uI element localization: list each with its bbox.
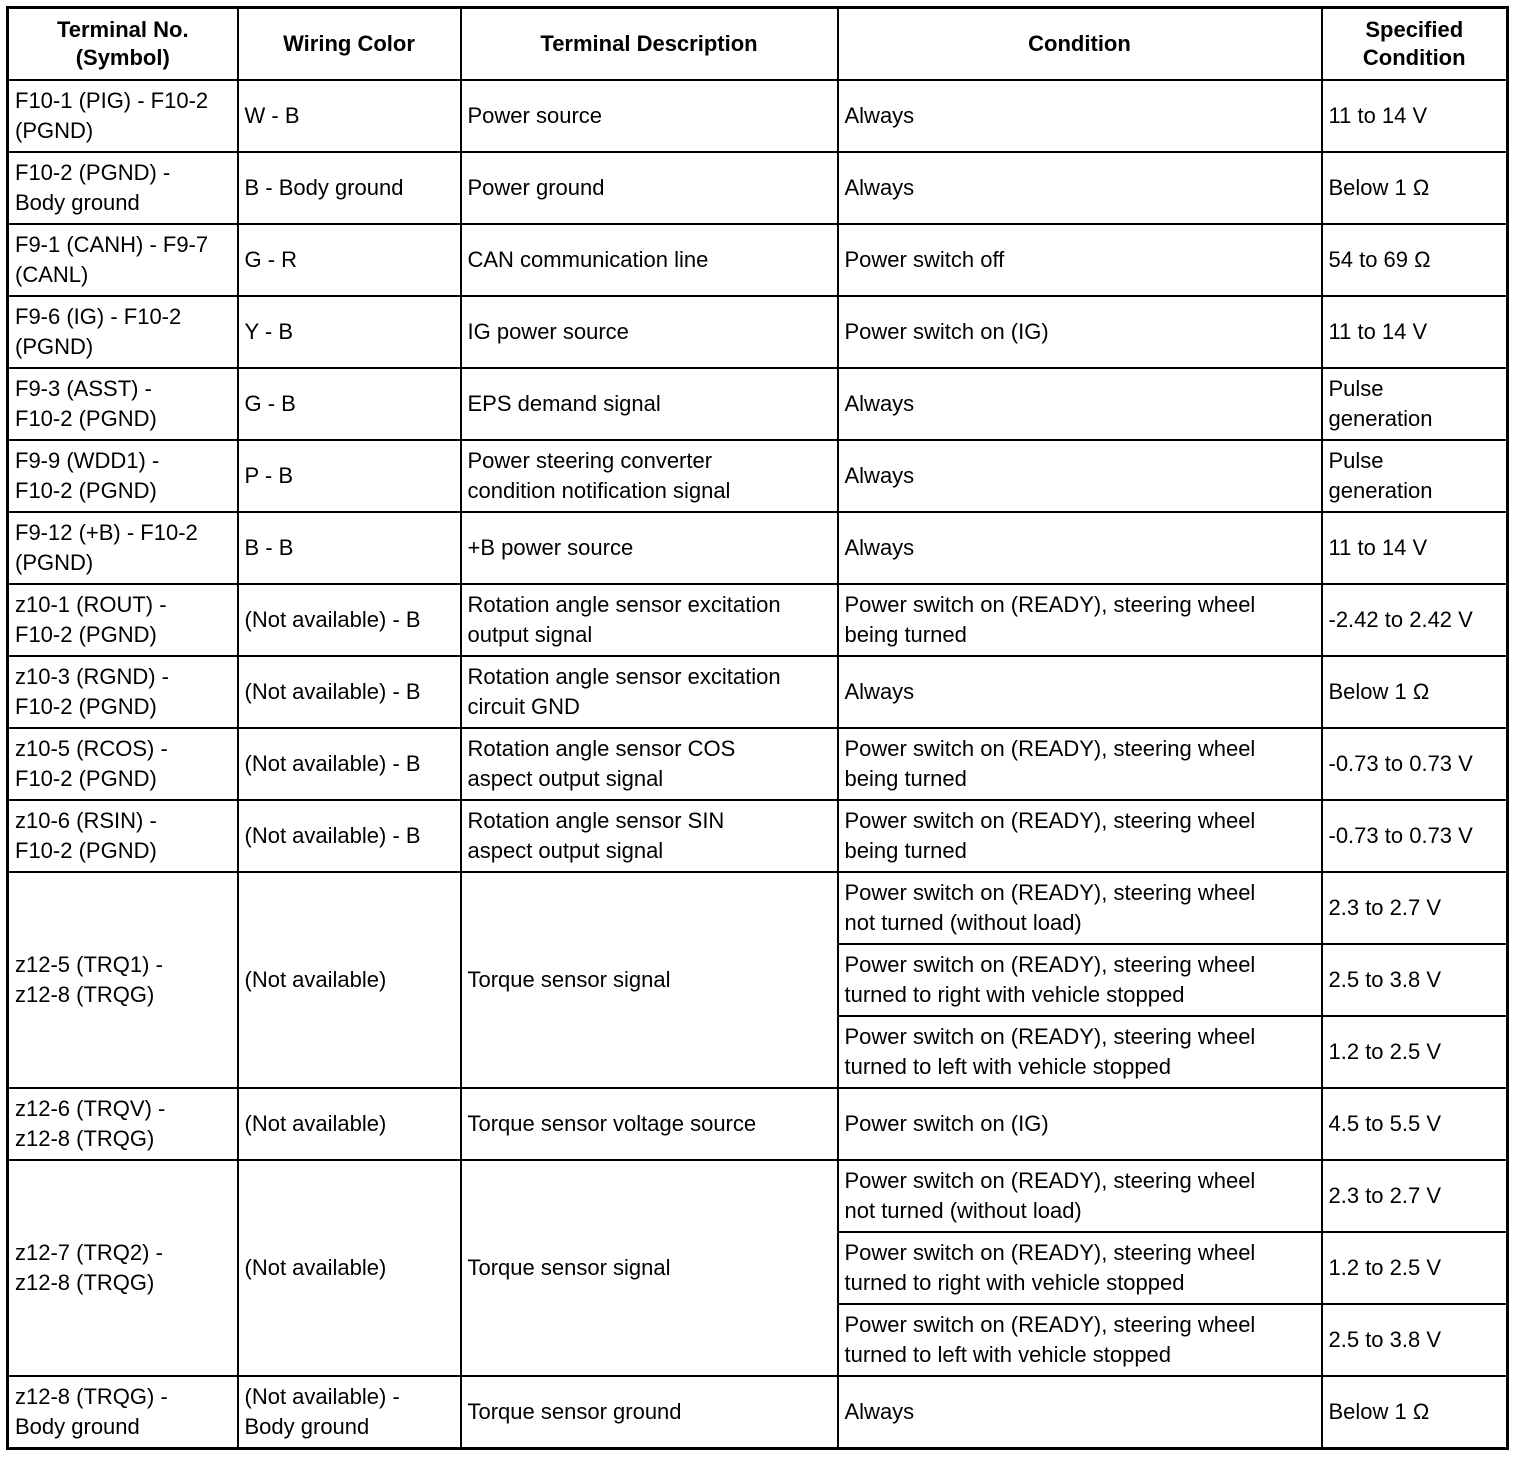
specified-condition-cell: -0.73 to 0.73 V: [1322, 728, 1508, 800]
wiring-color-cell: (Not available): [238, 1088, 461, 1160]
terminal-cell: F9-1 (CANH) - F9-7 (CANL): [8, 224, 238, 296]
table-body: [8, 80, 1508, 1449]
wiring-color-cell: (Not available): [238, 872, 461, 1088]
condition-cell: Power switch on (READY), steering wheel not turned (without load): [838, 872, 1322, 944]
condition-cell: Always: [838, 152, 1322, 224]
terminal-cell: F9-6 (IG) - F10-2 (PGND): [8, 296, 238, 368]
header-terminal-description: Terminal Description: [461, 8, 838, 81]
table-row: [8, 728, 1508, 800]
table-row: [8, 224, 1508, 296]
terminal-description-cell: IG power source: [461, 296, 838, 368]
specified-condition-cell: 11 to 14 V: [1322, 512, 1508, 584]
table-row: [8, 368, 1508, 440]
header-terminal-no: Terminal No. (Symbol): [8, 8, 238, 81]
terminal-cell: F10-2 (PGND) - Body ground: [8, 152, 238, 224]
specified-condition-cell: 1.2 to 2.5 V: [1322, 1016, 1508, 1088]
condition-cell: Always: [838, 512, 1322, 584]
table-row: [8, 152, 1508, 224]
terminal-description-cell: Rotation angle sensor SIN aspect output signal: [461, 800, 838, 872]
terminal-cell: z12-6 (TRQV) - z12-8 (TRQG): [8, 1088, 238, 1160]
wiring-color-cell: W - B: [238, 80, 461, 152]
table-row: [8, 296, 1508, 368]
wiring-color-cell: P - B: [238, 440, 461, 512]
header-wiring-color: Wiring Color: [238, 8, 461, 81]
terminal-cell: z12-7 (TRQ2) - z12-8 (TRQG): [8, 1160, 238, 1376]
terminal-description-cell: Power steering converter condition notification signal: [461, 440, 838, 512]
specified-condition-cell: Below 1 Ω: [1322, 656, 1508, 728]
condition-cell: Always: [838, 440, 1322, 512]
specified-condition-cell: -0.73 to 0.73 V: [1322, 800, 1508, 872]
condition-cell: Power switch on (READY), steering wheel not turned (without load): [838, 1160, 1322, 1232]
wiring-color-cell: (Not available) - B: [238, 728, 461, 800]
table-row: [8, 1376, 1508, 1449]
specified-condition-cell: 2.3 to 2.7 V: [1322, 872, 1508, 944]
table-row: [8, 872, 1508, 944]
wiring-color-cell: (Not available) - B: [238, 656, 461, 728]
terminal-description-cell: Power source: [461, 80, 838, 152]
specified-condition-cell: 1.2 to 2.5 V: [1322, 1232, 1508, 1304]
condition-cell: Power switch on (READY), steering wheel being turned: [838, 728, 1322, 800]
specified-condition-cell: Below 1 Ω: [1322, 152, 1508, 224]
terminal-description-cell: CAN communication line: [461, 224, 838, 296]
table-row: [8, 1160, 1508, 1232]
wiring-color-cell: (Not available) - Body ground: [238, 1376, 461, 1449]
specified-condition-cell: 2.5 to 3.8 V: [1322, 1304, 1508, 1376]
condition-cell: Always: [838, 368, 1322, 440]
wiring-color-cell: B - B: [238, 512, 461, 584]
terminal-cell: F9-3 (ASST) - F10-2 (PGND): [8, 368, 238, 440]
terminal-cell: z10-3 (RGND) - F10-2 (PGND): [8, 656, 238, 728]
wiring-color-cell: Y - B: [238, 296, 461, 368]
wiring-color-cell: (Not available): [238, 1160, 461, 1376]
table-header-row: [8, 8, 1508, 81]
terminal-description-cell: Power ground: [461, 152, 838, 224]
wiring-color-cell: (Not available) - B: [238, 584, 461, 656]
condition-cell: Power switch on (READY), steering wheel turned to left with vehicle stopped: [838, 1016, 1322, 1088]
condition-cell: Power switch on (READY), steering wheel turned to right with vehicle stopped: [838, 944, 1322, 1016]
terminal-cell: F10-1 (PIG) - F10-2 (PGND): [8, 80, 238, 152]
terminal-cell: z10-1 (ROUT) - F10-2 (PGND): [8, 584, 238, 656]
terminal-description-cell: EPS demand signal: [461, 368, 838, 440]
condition-cell: Power switch on (READY), steering wheel turned to left with vehicle stopped: [838, 1304, 1322, 1376]
condition-cell: Power switch on (READY), steering wheel being turned: [838, 584, 1322, 656]
terminal-cell: z10-5 (RCOS) - F10-2 (PGND): [8, 728, 238, 800]
wiring-color-cell: B - Body ground: [238, 152, 461, 224]
condition-cell: Power switch off: [838, 224, 1322, 296]
condition-cell: Power switch on (READY), steering wheel turned to right with vehicle stopped: [838, 1232, 1322, 1304]
condition-cell: Power switch on (IG): [838, 1088, 1322, 1160]
terminal-cell: F9-9 (WDD1) - F10-2 (PGND): [8, 440, 238, 512]
terminal-description-cell: Rotation angle sensor excitation output signal: [461, 584, 838, 656]
wiring-color-cell: G - R: [238, 224, 461, 296]
table-row: [8, 1088, 1508, 1160]
condition-cell: Always: [838, 1376, 1322, 1449]
specified-condition-cell: 54 to 69 Ω: [1322, 224, 1508, 296]
specified-condition-cell: 11 to 14 V: [1322, 296, 1508, 368]
specified-condition-cell: 4.5 to 5.5 V: [1322, 1088, 1508, 1160]
terminal-description-cell: Rotation angle sensor COS aspect output signal: [461, 728, 838, 800]
condition-cell: Always: [838, 656, 1322, 728]
header-specified-condition: Specified Condition: [1322, 8, 1508, 81]
terminal-specification-table: [6, 6, 1509, 1450]
specified-condition-cell: Pulse generation: [1322, 368, 1508, 440]
terminal-description-cell: Torque sensor voltage source: [461, 1088, 838, 1160]
table-row: [8, 800, 1508, 872]
table-row: [8, 440, 1508, 512]
table-row: [8, 584, 1508, 656]
terminal-table-wrapper: [6, 6, 1509, 1450]
condition-cell: Power switch on (READY), steering wheel being turned: [838, 800, 1322, 872]
specified-condition-cell: 2.3 to 2.7 V: [1322, 1160, 1508, 1232]
terminal-cell: z10-6 (RSIN) - F10-2 (PGND): [8, 800, 238, 872]
specified-condition-cell: 11 to 14 V: [1322, 80, 1508, 152]
specified-condition-cell: 2.5 to 3.8 V: [1322, 944, 1508, 1016]
wiring-color-cell: G - B: [238, 368, 461, 440]
terminal-description-cell: Rotation angle sensor excitation circuit GND: [461, 656, 838, 728]
table-row: [8, 656, 1508, 728]
terminal-cell: z12-8 (TRQG) - Body ground: [8, 1376, 238, 1449]
condition-cell: Power switch on (IG): [838, 296, 1322, 368]
specified-condition-cell: Below 1 Ω: [1322, 1376, 1508, 1449]
specified-condition-cell: -2.42 to 2.42 V: [1322, 584, 1508, 656]
header-condition: Condition: [838, 8, 1322, 81]
condition-cell: Always: [838, 80, 1322, 152]
terminal-cell: z12-5 (TRQ1) - z12-8 (TRQG): [8, 872, 238, 1088]
table-row: [8, 512, 1508, 584]
terminal-description-cell: Torque sensor signal: [461, 872, 838, 1088]
table-row: [8, 80, 1508, 152]
specified-condition-cell: Pulse generation: [1322, 440, 1508, 512]
terminal-description-cell: +B power source: [461, 512, 838, 584]
terminal-description-cell: Torque sensor signal: [461, 1160, 838, 1376]
wiring-color-cell: (Not available) - B: [238, 800, 461, 872]
terminal-cell: F9-12 (+B) - F10-2 (PGND): [8, 512, 238, 584]
terminal-description-cell: Torque sensor ground: [461, 1376, 838, 1449]
